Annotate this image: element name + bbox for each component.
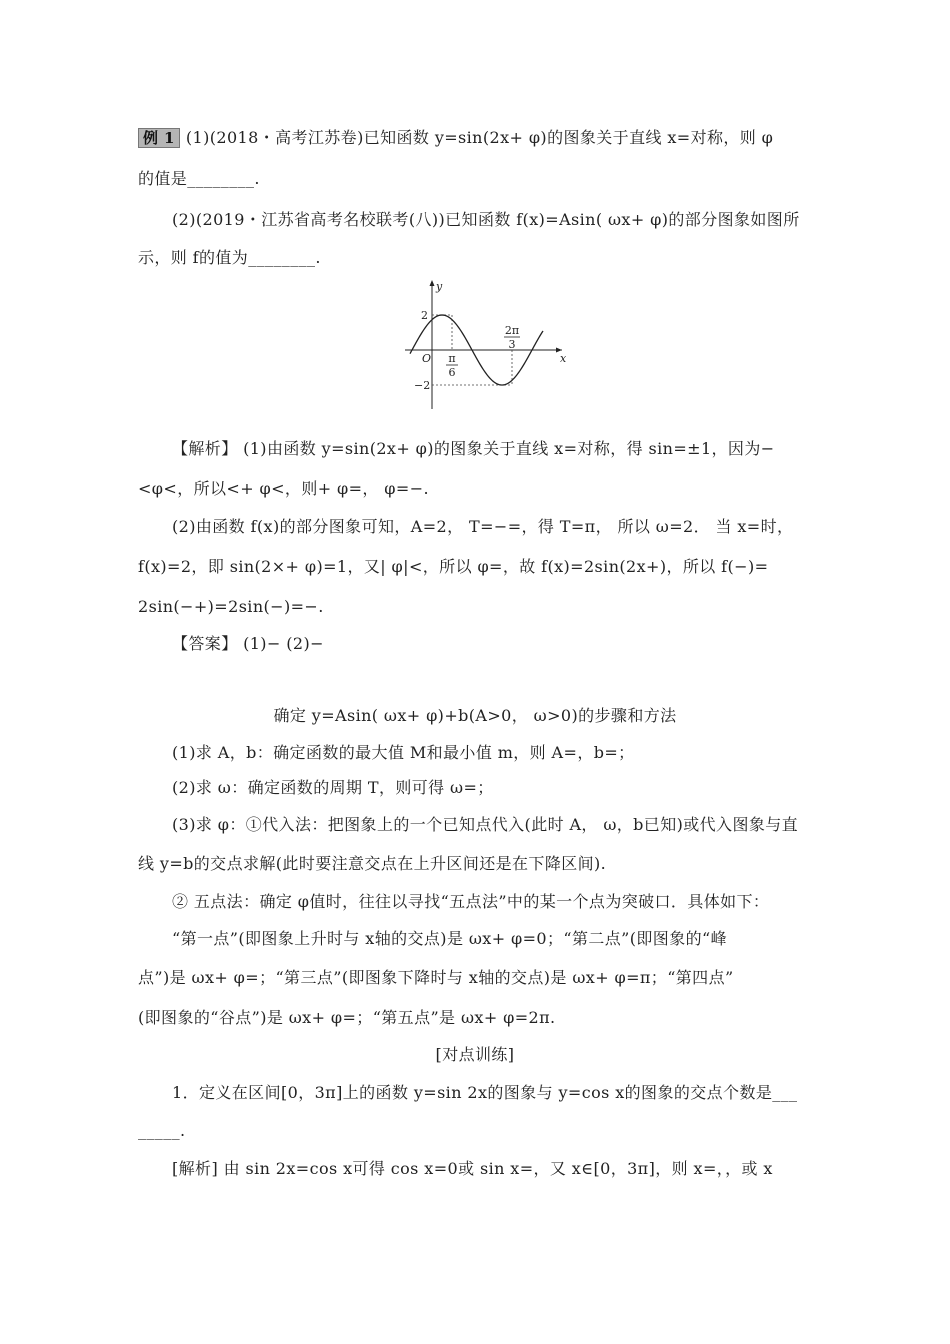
tick-pi-6-denominator: 6 [448, 366, 456, 379]
method-five-point-line-2: 点”)是 ωx+ φ=；“第三点”(即图象下降时与 x轴的交点)是 ωx+ φ=π；“第四点” [138, 968, 734, 987]
example-1-line-2: 的值是________. [138, 169, 260, 188]
method-five-point-line-1: “第一点”(即图象上升时与 x轴的交点)是 ωx+ φ=0；“第二点”(即图象的“峰 [172, 929, 727, 948]
analysis-line-4: f(x)=2，即 sin(2×+ φ)=1，又| φ|<，所以 φ=，故 f(x)=2sin(2x+)，所以 f(−)= [138, 557, 769, 576]
example-1-line-1 [138, 127, 773, 149]
method-five-point-intro: ② 五点法：确定 φ值时，往往以寻找“五点法”中的某一个点为突破口．具体如下： [172, 892, 770, 911]
y-axis-arrow [430, 280, 435, 286]
training-question-1-line-2: _____. [138, 1121, 186, 1140]
sine-graph-figure [400, 272, 580, 412]
method-step-3-line-1: (3)求 φ：①代入法：把图象上的一个已知点代入(此时 A， ω，b已知)或代入图象与直 [172, 815, 799, 834]
analysis-line-1: 【解析】 (1)由函数 y=sin(2x+ φ)的图象关于直线 x=对称，得 sin=±1，因为− [172, 439, 775, 458]
y-min-label: −2 [414, 379, 431, 392]
analysis-line-5: 2sin(−+)=2sin(−)=−. [138, 597, 324, 616]
method-five-point-line-3: (即图象的“谷点”)是 ωx+ φ=；“第五点”是 ωx+ φ=2π. [138, 1008, 556, 1027]
example-1-part2-line-1: (2)(2019・江苏省高考名校联考(八))已知函数 f(x)=Asin( ωx+ φ)的部分图象如图所 [172, 210, 800, 229]
tick-pi-6-numerator: π [448, 352, 456, 365]
method-step-3-line-2: 线 y=b的交点求解(此时要注意交点在上升区间还是在下降区间). [138, 854, 607, 873]
example-badge: 例 1 [138, 128, 180, 148]
y-max-label: 2 [421, 309, 428, 322]
method-title: 确定 y=Asin( ωx+ φ)+b(A>0， ω>0)的步骤和方法 [273, 706, 677, 725]
answer-line: 【答案】 (1)− (2)− [172, 634, 324, 653]
analysis-line-2: <φ<，所以<+ φ<，则+ φ=， φ=−. [138, 479, 430, 498]
y-axis-label: y [436, 280, 443, 293]
method-step-1: (1)求 A，b：确定函数的最大值 M和最小值 m，则 A=，b=； [172, 743, 635, 762]
tick-2pi-3-numerator: 2π [504, 324, 520, 337]
origin-label: O [422, 352, 432, 365]
x-axis-label: x [560, 352, 567, 365]
analysis-line-3: (2)由函数 f(x)的部分图象可知，A=2， T=−=，得 T=π， 所以 ω=2． 当 x=时， [172, 517, 794, 536]
training-question-1-line-1: 1．定义在区间[0，3π]上的函数 y=sin 2x的图象与 y=cos x的图象的交点个数是___ [172, 1083, 798, 1102]
example-1-text: (1)(2018・高考江苏卷)已知函数 y=sin(2x+ φ)的图象关于直线 x=对称，则 φ [185, 128, 774, 147]
tick-2pi-3-denominator: 3 [508, 338, 516, 351]
training-title: [对点训练] [435, 1045, 515, 1064]
training-solution-line-1: [解析] 由 sin 2x=cos x可得 cos x=0或 sin x=，又 x∈[0，3π]，则 x=，，或 x [172, 1159, 773, 1178]
method-step-2: (2)求 ω：确定函数的周期 T，则可得 ω=； [172, 778, 494, 797]
example-1-part2-line-2: 示，则 f的值为________. [138, 248, 321, 267]
